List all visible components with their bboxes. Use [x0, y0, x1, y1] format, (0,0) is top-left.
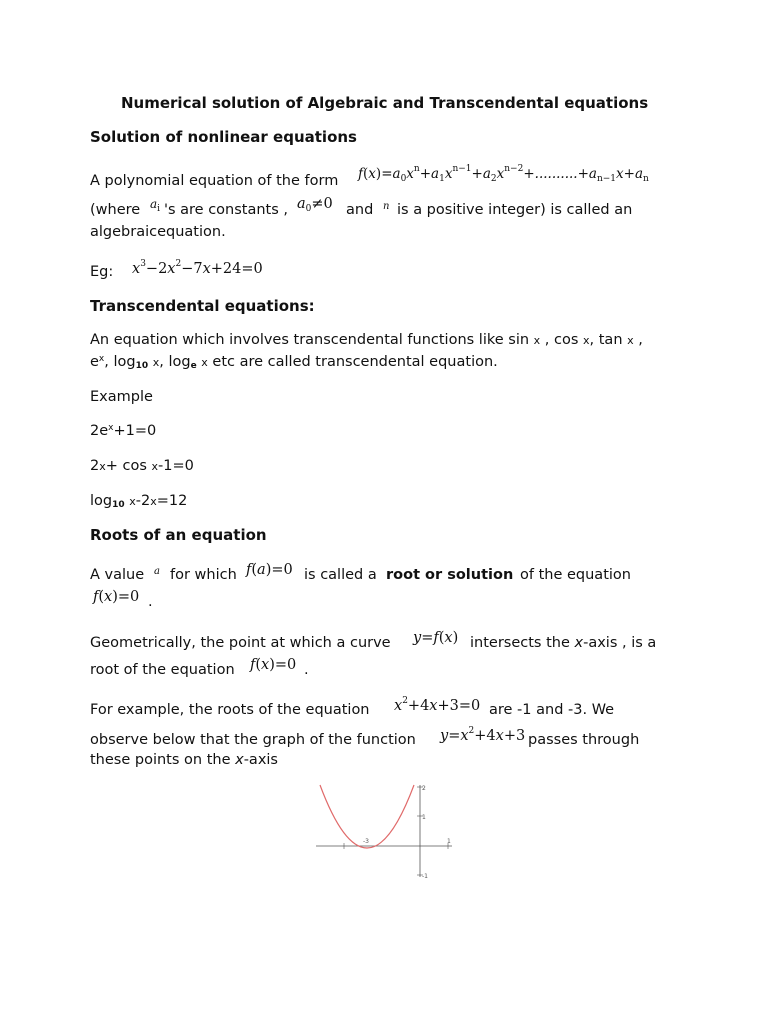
- value-text-3: is called a: [304, 567, 377, 583]
- parabola-graph: [312, 783, 457, 879]
- tick-x-neg: -3: [363, 838, 369, 845]
- geo-curve: y=f(x): [413, 630, 459, 646]
- value-a: a: [154, 566, 160, 577]
- tick-y-top: 2: [422, 785, 426, 792]
- value-text-1: A value: [90, 567, 145, 583]
- poly-formula: $f(x)=a_0x^n+a_1x^{n-1}+a_2x^{n-2}+..........+a_{n-1}x+a_n$: [358, 164, 649, 184]
- value-bold: root or solution: [386, 567, 514, 583]
- tick-x-pos: 1: [447, 838, 451, 845]
- poly-intro: A polynomial equation of the form: [90, 173, 339, 189]
- where-constants: 's are constants ,: [164, 202, 289, 218]
- where-open: (where: [90, 202, 141, 218]
- where-ai: $a_i$: [150, 197, 161, 214]
- value-text-2: for which: [170, 567, 237, 583]
- trans-line-1: An equation which involves transcendental functions like sin x , cos x, tan x ,: [90, 332, 643, 348]
- example-2: 2x+ cos x-1=0: [90, 458, 194, 474]
- value-fx: f(x)=0: [93, 589, 140, 605]
- ex-eq: $x^2+4x+3=0$: [394, 696, 481, 714]
- tick-y-pos: 1: [422, 814, 426, 821]
- tick-y-neg: -1: [422, 873, 428, 879]
- value-fa: f(a)=0: [246, 562, 293, 578]
- value-text-4: of the equation: [520, 567, 631, 583]
- value-end: .: [148, 594, 153, 610]
- geo-text-2: intersects the x-axis , is a: [470, 635, 657, 651]
- example-label: Example: [90, 389, 153, 405]
- ex-func: $y=x^2+4x+3$: [440, 726, 526, 744]
- example-3: $\log_{10} x-2x=12$: [90, 493, 188, 510]
- algebraic-line: algebraicequation.: [90, 224, 226, 240]
- geo-fx: f(x)=0: [250, 657, 297, 673]
- geo-text-1: Geometrically, the point at which a curve: [90, 635, 391, 651]
- heading-nonlinear: Solution of nonlinear equations: [90, 128, 357, 146]
- geo-text-3: root of the equation: [90, 662, 235, 678]
- ex-text-5: these points on the x-axis: [90, 752, 278, 768]
- trans-line-2: $e^x$, $\log_{10} x$, $\log_e x$ etc are called transcendental equation.: [90, 354, 498, 371]
- heading-roots: Roots of an equation: [90, 526, 267, 544]
- ex-text-4: passes through: [528, 732, 640, 748]
- where-positive: is a positive integer) is called an: [397, 202, 633, 218]
- where-a0: $a_0\ne 0$: [297, 196, 333, 214]
- eg-formula: $x^3-2x^2-7x+24=0$: [132, 259, 263, 277]
- ex-text-1: For example, the roots of the equation: [90, 702, 370, 718]
- eg-label: Eg:: [90, 264, 114, 280]
- where-and: and: [346, 202, 374, 218]
- geo-end: .: [304, 662, 309, 678]
- ex-text-2: are -1 and -3. We: [489, 702, 615, 718]
- where-n: n: [383, 201, 390, 212]
- heading-transcendental: Transcendental equations:: [90, 297, 315, 315]
- example-1: $2e^x+1=0$: [90, 423, 157, 439]
- page-title: Numerical solution of Algebraic and Transcendental equations: [121, 94, 649, 112]
- ex-text-3: observe below that the graph of the function: [90, 732, 416, 748]
